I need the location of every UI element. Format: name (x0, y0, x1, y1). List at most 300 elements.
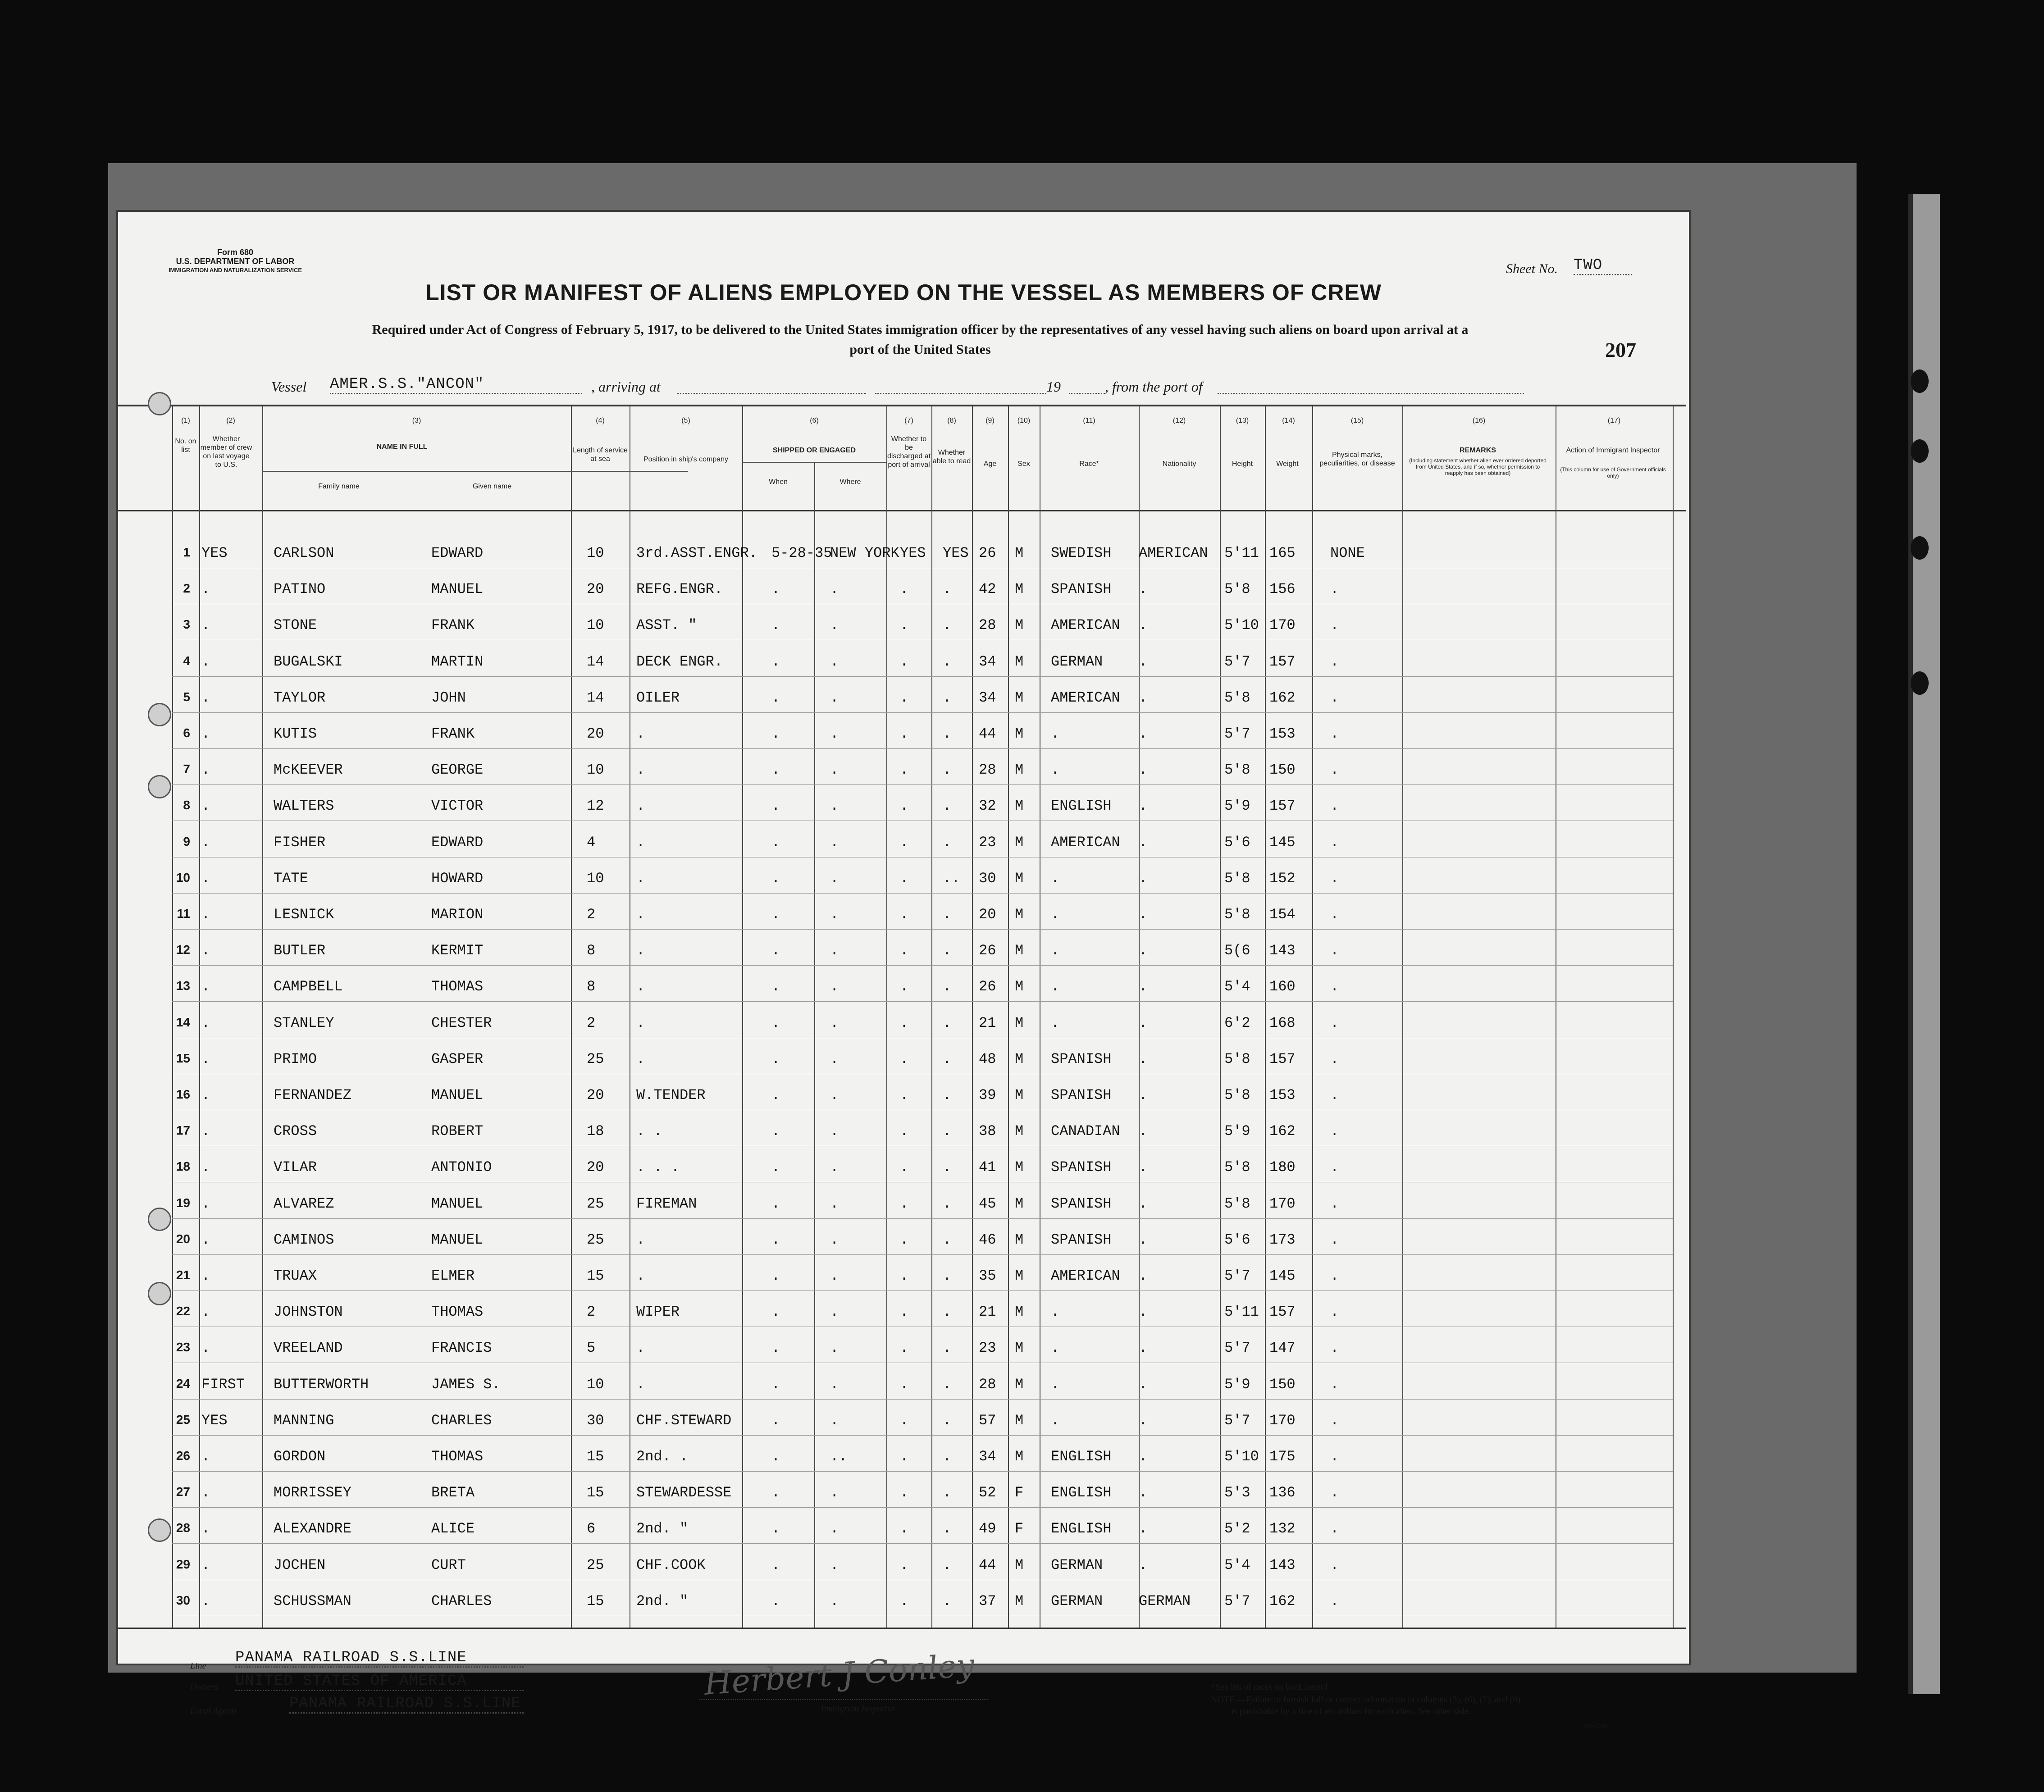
cell-service: 30 (587, 1412, 604, 1429)
cell-race: GERMAN (1051, 1556, 1103, 1573)
cell-marks: . (1330, 906, 1339, 923)
cell-position: STEWARDESSE (636, 1484, 732, 1501)
cell-prev: YES (201, 545, 228, 561)
cell-race: . (1051, 870, 1060, 887)
row-number: 25 (176, 1412, 190, 1427)
cell-service: 12 (587, 798, 604, 815)
cell-position: 2nd. " (636, 1520, 689, 1537)
cell-age: 28 (979, 1376, 996, 1393)
cell-height: 5'2 (1224, 1520, 1250, 1537)
cell-discharge: . (900, 1159, 909, 1176)
cell-family: BUGALSKI (274, 653, 343, 670)
cell-race: SPANISH (1051, 1050, 1112, 1067)
cell-prev: . (201, 1556, 210, 1573)
cell-age: 35 (979, 1268, 996, 1284)
row-rule (172, 1290, 1673, 1291)
cell-height: 5'7 (1224, 1592, 1250, 1610)
cell-read: . (943, 798, 952, 815)
cell-height: 5'8 (1224, 1050, 1250, 1067)
cell-given: BRETA (431, 1484, 475, 1501)
cell-weight: 165 (1269, 545, 1296, 561)
row-rule (172, 1507, 1673, 1508)
cell-given: THOMAS (431, 1304, 484, 1321)
cell-prev: . (201, 1195, 210, 1212)
cell-age: 32 (979, 798, 996, 815)
cell-marks: . (1330, 1520, 1339, 1537)
cell-given: CHARLES (431, 1592, 492, 1610)
cell-position: 3rd.ASST.ENGR. (636, 545, 757, 561)
cell-read: . (943, 1592, 952, 1610)
header-remarks-detail: (Including statement whether alien ever ordered deported from United States, and if so, whether permission to reapply has been obtained) (1409, 457, 1547, 476)
cell-service: 20 (587, 725, 604, 742)
cell-sex: M (1015, 545, 1024, 561)
cell-race: AMERICAN (1051, 617, 1120, 634)
cell-discharge: . (900, 798, 909, 815)
row-number: 6 (183, 726, 190, 740)
cell-sex: M (1015, 1340, 1024, 1357)
cell-marks: . (1330, 1087, 1339, 1103)
row-number: 2 (183, 581, 190, 596)
cell-where: . (830, 1268, 839, 1284)
cell-marks: . (1330, 1412, 1339, 1429)
cell-age: 21 (979, 1014, 996, 1031)
cell-discharge: . (900, 1412, 909, 1429)
cell-weight: 145 (1269, 834, 1296, 851)
cell-family: TATE (274, 870, 308, 887)
cell-read: YES (943, 545, 969, 561)
cell-sex: M (1015, 1123, 1024, 1140)
column-rule (1312, 406, 1313, 1628)
cell-service: 8 (587, 978, 596, 995)
cell-marks: . (1330, 978, 1339, 995)
cell-race: ENGLISH (1051, 798, 1112, 815)
cell-service: 2 (587, 906, 596, 923)
cell-when: . (771, 1014, 780, 1031)
cell-prev: . (201, 1520, 210, 1537)
cell-discharge: . (900, 906, 909, 923)
row-number: 15 (176, 1051, 190, 1065)
cell-race: SPANISH (1051, 1231, 1112, 1248)
cell-where: . (830, 1159, 839, 1176)
cell-family: PRIMO (274, 1050, 317, 1067)
column-rule (1220, 406, 1221, 1628)
cell-height: 5'8 (1224, 689, 1250, 706)
cell-nationality: . (1139, 942, 1148, 959)
cell-race: . (1051, 1412, 1060, 1429)
cell-position: . (636, 906, 645, 923)
cell-nationality: AMERICAN (1139, 545, 1208, 561)
cell-service: 25 (587, 1556, 604, 1573)
cell-race: ENGLISH (1051, 1484, 1112, 1501)
cell-sex: M (1015, 1050, 1024, 1067)
cell-given: THOMAS (431, 978, 484, 995)
cell-family: VREELAND (274, 1340, 343, 1357)
cell-weight: 154 (1269, 906, 1296, 923)
races-note: *See list of races on back hereof. (1211, 1682, 1330, 1692)
cell-nationality: . (1139, 617, 1148, 634)
cell-where: . (830, 725, 839, 742)
header-nationality: Nationality (1162, 460, 1196, 468)
cell-when: . (771, 870, 780, 887)
cell-marks: . (1330, 1231, 1339, 1248)
cell-sex: M (1015, 689, 1024, 706)
penalty-note-cont: is punishable by a fine of ten dollars for each alien. See other side. (1231, 1706, 1471, 1716)
cell-given: CURT (431, 1556, 466, 1573)
subtitle-line-2: port of the United States (849, 342, 991, 357)
cell-sex: M (1015, 1231, 1024, 1248)
cell-prev: . (201, 870, 210, 887)
cell-family: LESNICK (274, 906, 334, 923)
cell-discharge: . (900, 653, 909, 670)
form-number: Form 680 (217, 248, 254, 257)
cell-marks: . (1330, 1448, 1339, 1465)
print-code: 14—1240 (1583, 1723, 1608, 1730)
cell-service: 8 (587, 942, 596, 959)
cell-race: CANADIAN (1051, 1123, 1120, 1140)
cell-given: EDWARD (431, 834, 484, 851)
cell-nationality: . (1139, 1231, 1148, 1248)
column-rule (571, 406, 572, 1628)
cell-weight: 162 (1269, 1592, 1296, 1610)
cell-when: . (771, 1268, 780, 1284)
header-position: Position in ship's company (643, 456, 729, 463)
cell-sex: M (1015, 942, 1024, 959)
cell-family: MORRISSEY (274, 1484, 351, 1501)
cell-height: 5'9 (1224, 1376, 1250, 1393)
cell-weight: 180 (1269, 1159, 1296, 1176)
cell-race: ENGLISH (1051, 1520, 1112, 1537)
cell-race: . (1051, 942, 1060, 959)
row-number: 12 (176, 943, 190, 957)
cell-when: . (771, 617, 780, 634)
cell-weight: 136 (1269, 1484, 1296, 1501)
cell-given: ANTONIO (431, 1159, 492, 1176)
cell-height: 5'7 (1224, 1340, 1250, 1357)
cell-age: 57 (979, 1412, 996, 1429)
cell-when: . (771, 1520, 780, 1537)
row-rule (172, 1543, 1673, 1544)
cell-nationality: . (1139, 1087, 1148, 1103)
cell-discharge: . (900, 1448, 909, 1465)
cell-discharge: . (900, 1123, 909, 1140)
cell-weight: 150 (1269, 761, 1296, 779)
cell-given: FRANK (431, 617, 475, 634)
row-number: 10 (176, 870, 190, 885)
cell-discharge: . (900, 581, 909, 598)
row-rule (172, 1435, 1673, 1436)
cell-service: 5 (587, 1340, 596, 1357)
cell-height: 5'3 (1224, 1484, 1250, 1501)
cell-where: . (830, 1195, 839, 1212)
row-number: 28 (176, 1521, 190, 1535)
row-number: 20 (176, 1231, 190, 1246)
cell-discharge: . (900, 1014, 909, 1031)
header-no-on-list: No. on list (175, 438, 196, 454)
cell-height: 5'8 (1224, 870, 1250, 887)
arriving-blank (677, 393, 866, 394)
cell-family: BUTLER (274, 942, 326, 959)
cell-marks: . (1330, 942, 1339, 959)
page-number: 207 (1605, 338, 1636, 361)
name-subheader-rule (262, 471, 688, 472)
signature-line (699, 1699, 988, 1700)
cell-where: . (830, 1484, 839, 1501)
cell-given: GEORGE (431, 761, 484, 779)
row-number: 16 (176, 1087, 190, 1101)
cell-family: STANLEY (274, 1014, 334, 1031)
cell-height: 5'8 (1224, 1195, 1250, 1212)
cell-when: . (771, 1412, 780, 1429)
cell-weight: 156 (1269, 581, 1296, 598)
cell-family: KUTIS (274, 725, 317, 742)
column-number: (9) (986, 417, 995, 424)
cell-prev: . (201, 617, 210, 634)
cell-read: . (943, 834, 952, 851)
cell-prev: . (201, 653, 210, 670)
cell-service: 10 (587, 761, 604, 779)
header-weight: Weight (1276, 460, 1299, 468)
cell-age: 46 (979, 1231, 996, 1248)
column-rule (972, 406, 973, 1628)
cell-weight: 170 (1269, 617, 1296, 634)
cell-marks: . (1330, 1340, 1339, 1357)
cell-prev: . (201, 942, 210, 959)
cell-marks: . (1330, 1484, 1339, 1501)
cell-height: 5'4 (1224, 1556, 1250, 1573)
cell-position: . (636, 1231, 645, 1248)
sheet-label: Sheet No. (1506, 261, 1558, 276)
cell-race: . (1051, 1340, 1060, 1357)
cell-nationality: . (1139, 798, 1148, 815)
column-number: (5) (681, 417, 690, 424)
cell-where: . (830, 1412, 839, 1429)
cell-nationality: . (1139, 653, 1148, 670)
header-remarks: REMARKS (1460, 447, 1496, 454)
cell-sex: M (1015, 1159, 1024, 1176)
cell-given: KERMIT (431, 942, 484, 959)
cell-height: 5'8 (1224, 581, 1250, 598)
cell-race: . (1051, 906, 1060, 923)
row-number: 5 (183, 689, 190, 704)
cell-race: . (1051, 1014, 1060, 1031)
cell-discharge: . (900, 1050, 909, 1067)
cell-marks: . (1330, 1268, 1339, 1284)
column-number: (17) (1607, 417, 1621, 424)
cell-when: . (771, 1376, 780, 1393)
cell-when: . (771, 725, 780, 742)
cell-when: . (771, 1050, 780, 1067)
cell-sex: M (1015, 978, 1024, 995)
cell-marks: . (1330, 617, 1339, 634)
row-number: 18 (176, 1159, 190, 1174)
cell-race: GERMAN (1051, 653, 1103, 670)
cell-discharge: . (900, 725, 909, 742)
cell-age: 26 (979, 978, 996, 995)
cell-prev: . (201, 1448, 210, 1465)
cell-weight: 168 (1269, 1014, 1296, 1031)
cell-prev: . (201, 761, 210, 779)
cell-nationality: . (1139, 1014, 1148, 1031)
cell-race: SPANISH (1051, 581, 1112, 598)
cell-discharge: . (900, 1195, 909, 1212)
cell-height: 5'8 (1224, 761, 1250, 779)
cell-nationality: . (1139, 870, 1148, 887)
cell-family: FISHER (274, 834, 326, 851)
cell-family: CROSS (274, 1123, 317, 1140)
cell-height: 5'8 (1224, 1159, 1250, 1176)
cell-position: WIPER (636, 1304, 680, 1321)
page-subtitle (199, 320, 1641, 360)
cell-age: 26 (979, 942, 996, 959)
cell-nationality: . (1139, 834, 1148, 851)
row-number: 4 (183, 653, 190, 668)
cell-position: . (636, 725, 645, 742)
shipped-subheader-rule (742, 462, 886, 463)
cell-marks: . (1330, 1050, 1339, 1067)
header-sex: Sex (1017, 460, 1030, 468)
cell-where: . (830, 1520, 839, 1537)
header-prev-voyage: Whether member of crew on last voyage to U.S. (200, 435, 252, 469)
owners-value: UNITED STATES OF AMERICA (235, 1673, 524, 1691)
cell-marks: . (1330, 834, 1339, 851)
cell-weight: 157 (1269, 798, 1296, 815)
cell-race: AMERICAN (1051, 689, 1120, 706)
punch-hole (148, 775, 171, 798)
cell-position: . (636, 1340, 645, 1357)
cell-position: . (636, 834, 645, 851)
column-number: (2) (226, 417, 235, 424)
cell-sex: M (1015, 1014, 1024, 1031)
cell-read: . (943, 1340, 952, 1357)
cell-marks: . (1330, 725, 1339, 742)
binding-hole (1911, 439, 1929, 463)
cell-height: 5'9 (1224, 798, 1250, 815)
cell-read: . (943, 906, 952, 923)
cell-where: . (830, 870, 839, 887)
cell-given: ROBERT (431, 1123, 484, 1140)
year-blank (1069, 393, 1105, 394)
cell-service: 10 (587, 617, 604, 634)
cell-age: 49 (979, 1520, 996, 1537)
header-height: Height (1232, 460, 1253, 468)
cell-where: . (830, 1050, 839, 1067)
punch-hole (148, 1518, 171, 1542)
cell-read: . (943, 978, 952, 995)
row-number: 22 (176, 1304, 190, 1318)
cell-position: . (636, 1376, 645, 1393)
cell-age: 21 (979, 1304, 996, 1321)
cell-given: FRANK (431, 725, 475, 742)
cell-family: ALVAREZ (274, 1195, 334, 1212)
cell-age: 38 (979, 1123, 996, 1140)
cell-sex: M (1015, 906, 1024, 923)
cell-race: . (1051, 1304, 1060, 1321)
cell-nationality: . (1139, 1412, 1148, 1429)
cell-where: . (830, 834, 839, 851)
cell-read: . (943, 1376, 952, 1393)
column-rule (1265, 406, 1266, 1628)
cell-discharge: . (900, 1304, 909, 1321)
cell-where: . (830, 1123, 839, 1140)
cell-height: 5'11 (1224, 545, 1259, 561)
cell-marks: . (1330, 689, 1339, 706)
cell-age: 45 (979, 1195, 996, 1212)
cell-where: . (830, 798, 839, 815)
cell-marks: . (1330, 1592, 1339, 1610)
punch-hole (148, 392, 171, 415)
cell-service: 20 (587, 581, 604, 598)
header-family-name: Family name (318, 483, 360, 490)
header-discharged: Whether to be discharged at port of arrival (887, 435, 931, 469)
cell-prev: . (201, 725, 210, 742)
row-number: 23 (176, 1340, 190, 1354)
cell-weight: 162 (1269, 689, 1296, 706)
header-inspector-action: Action of Immigrant Inspector (1566, 447, 1660, 454)
cell-sex: M (1015, 1268, 1024, 1284)
cell-prev: . (201, 581, 210, 598)
cell-when: . (771, 653, 780, 670)
cell-service: 15 (587, 1448, 604, 1465)
cell-family: TRUAX (274, 1268, 317, 1284)
cell-when: . (771, 1304, 780, 1321)
cell-family: TAYLOR (274, 689, 326, 706)
cell-service: 10 (587, 545, 604, 561)
column-rule (1673, 406, 1674, 1628)
cell-when: . (771, 761, 780, 779)
cell-read: . (943, 1448, 952, 1465)
cell-when: . (771, 1592, 780, 1610)
cell-race: SPANISH (1051, 1087, 1112, 1103)
cell-when: . (771, 942, 780, 959)
cell-race: AMERICAN (1051, 834, 1120, 851)
arriving-label: , arriving at (591, 378, 661, 395)
agents-label: Local Agents (190, 1706, 237, 1716)
cell-weight: 152 (1269, 870, 1296, 887)
cell-race: AMERICAN (1051, 1268, 1120, 1284)
cell-where: . (830, 1014, 839, 1031)
punch-hole (148, 1208, 171, 1231)
cell-read: . (943, 1412, 952, 1429)
row-number: 29 (176, 1557, 190, 1571)
cell-service: 6 (587, 1520, 596, 1537)
cell-age: 37 (979, 1592, 996, 1610)
cell-age: 30 (979, 870, 996, 887)
cell-height: 5'7 (1224, 725, 1250, 742)
row-rule (172, 748, 1673, 749)
vessel-label: Vessel (271, 378, 307, 395)
cell-prev: . (201, 978, 210, 995)
cell-age: 39 (979, 1087, 996, 1103)
cell-when: . (771, 1123, 780, 1140)
cell-family: CARLSON (274, 545, 334, 561)
row-number: 30 (176, 1593, 190, 1607)
cell-where: . (830, 1556, 839, 1573)
cell-where: .. (830, 1448, 848, 1465)
cell-race: SPANISH (1051, 1159, 1112, 1176)
cell-prev: . (201, 906, 210, 923)
cell-service: 20 (587, 1159, 604, 1176)
cell-nationality: . (1139, 689, 1148, 706)
cell-when: . (771, 1159, 780, 1176)
cell-sex: F (1015, 1484, 1024, 1501)
cell-read: . (943, 761, 952, 779)
cell-family: WALTERS (274, 798, 334, 815)
cell-prev: . (201, 1340, 210, 1357)
row-number: 3 (183, 617, 190, 632)
header-shipped-or-engaged: SHIPPED OR ENGAGED (772, 447, 856, 454)
cell-given: GASPER (431, 1050, 484, 1067)
cell-nationality: . (1139, 1304, 1148, 1321)
